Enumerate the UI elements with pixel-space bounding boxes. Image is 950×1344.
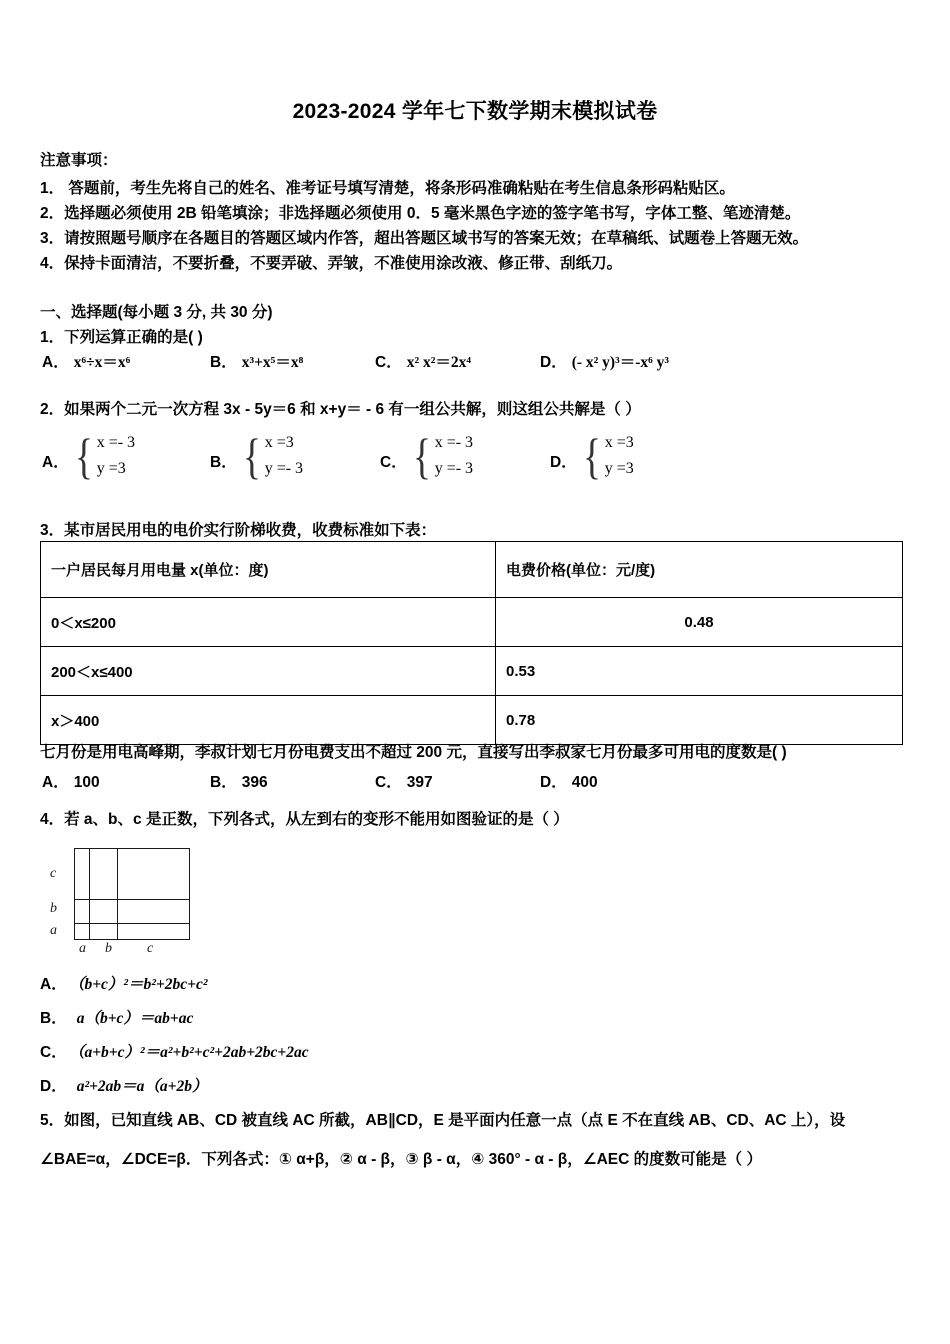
option-a[interactable] (42, 770, 100, 792)
option-text: (- x² y)³＝-x⁶ y³ (571, 354, 670, 371)
option-b[interactable] (210, 770, 268, 792)
row-label-b: b (50, 901, 57, 916)
question-5-stem-line-1: 5．如图，已知直线 AB、CD 被直线 AC 所截，AB∥CD，E 是平面内任意一点（点 E 不在直线 AB、CD、AC 上），设 (40, 1112, 846, 1129)
usage-range: 0＜x≤200 (41, 598, 496, 647)
option-label: A． (42, 454, 69, 471)
table-header-row (41, 542, 903, 598)
option-text: a（b+c）＝ab+ac (76, 1010, 194, 1027)
notice-heading: 注意事项： (40, 152, 118, 169)
question-1-stem: 1．下列运算正确的是( ) (40, 329, 203, 346)
option-label: C． (380, 454, 407, 471)
grid-hline-c (75, 899, 189, 900)
option-text: x² x²＝2x⁴ (406, 354, 472, 371)
option-label: D． (540, 354, 567, 371)
table-row (41, 598, 903, 647)
option-label: D． (540, 774, 567, 791)
option-text: x⁶÷x＝x⁶ (73, 354, 131, 371)
option-line-2: y =3 (604, 460, 634, 477)
option-text: a²+2ab＝a（a+2b） (76, 1078, 208, 1095)
option-label: A． (42, 354, 69, 371)
option-a[interactable] (42, 350, 130, 372)
col-label-b: b (105, 941, 112, 956)
option-line-1: x =3 (604, 434, 634, 451)
notice-item: 2．选择题必须使用 2B 铅笔填涂；非选择题必须使用 0．5 毫米黑色字迹的签字笔书写，字体工整、笔迹清楚。 (40, 205, 801, 222)
option-text: 397 (406, 774, 433, 791)
grid-vline-b (117, 849, 118, 939)
option-b[interactable] (210, 350, 303, 372)
option-text: 396 (241, 774, 268, 791)
price-value: 0.53 (496, 647, 903, 696)
option-label: C． (40, 1044, 67, 1061)
notice-item: 3．请按照题号顺序在各题目的答题区域内作答，超出答题区域书写的答案无效；在草稿纸、试题卷上答题无效。 (40, 230, 809, 247)
notice-section (40, 148, 920, 276)
row-label-a: a (50, 923, 57, 938)
price-value: 0.78 (496, 696, 903, 745)
option-label: C． (375, 354, 402, 371)
grid-hline-b (75, 923, 189, 924)
question-1-options (40, 350, 920, 374)
brace-icon: { (412, 428, 431, 484)
option-text: 400 (571, 774, 598, 791)
question-3-tail: 七月份是用电高峰期，李叔计划七月份电费支出不超过 200 元，直接写出李叔家七月份最多可用电的度数是( ) (40, 744, 787, 761)
row-label-c: c (50, 866, 57, 881)
question-2-stem: 2．如果两个二元一次方程 3x - 5y＝6 和 x+y＝ - 6 有一组公共解，则这组公共解是（ ） (40, 401, 641, 418)
option-d[interactable] (540, 350, 669, 372)
option-label: D． (40, 1078, 67, 1095)
option-line-2: y =- 3 (434, 460, 474, 477)
question-2-options (40, 424, 920, 488)
question-3-options (40, 770, 920, 794)
option-line-1: x =- 3 (434, 434, 474, 451)
option-b[interactable] (40, 1006, 193, 1028)
option-text: 100 (73, 774, 100, 791)
option-label: B． (210, 454, 237, 471)
notice-item: 1． 答题前，考生先将自己的姓名、准考证号填写清楚，将条形码准确粘贴在考生信息条形码粘贴区。 (40, 180, 735, 197)
price-value: 0.48 (496, 598, 903, 647)
option-label: C． (375, 774, 402, 791)
option-line-2: y =3 (96, 460, 126, 477)
question-5-stem-line-2: ∠BAE=α，∠DCE=β．下列各式：① α+β，② α - β，③ β - α，④ 360° - α - β，∠AEC 的度数可能是（ ） (40, 1151, 762, 1168)
table-header-usage: 一户居民每月用电量 x(单位：度) (41, 542, 496, 598)
table-header-price: 电费价格(单位：元/度) (496, 542, 903, 598)
usage-range: x＞400 (41, 696, 496, 745)
option-text: x³+x⁵＝x⁸ (241, 354, 304, 371)
col-label-c: c (147, 941, 154, 956)
option-text: （b+c）²＝b²+2bc+c² (76, 976, 208, 993)
option-line-2: y =- 3 (264, 460, 304, 477)
col-label-a: a (79, 941, 86, 956)
usage-range: 200＜x≤400 (41, 647, 496, 696)
brace-icon: { (582, 428, 601, 484)
area-model-grid (74, 848, 190, 940)
question-3-stem: 3．某市居民用电的电价实行阶梯收费，收费标准如下表： (40, 522, 437, 539)
option-c[interactable] (40, 1040, 309, 1062)
option-text: （a+b+c）²＝a²+b²+c²+2ab+2bc+2ac (76, 1044, 309, 1061)
table-row (41, 696, 903, 745)
option-c[interactable] (375, 770, 433, 792)
brace-icon: { (74, 428, 93, 484)
option-d[interactable] (550, 424, 634, 488)
grid-vline-a (89, 849, 90, 939)
option-label: D． (550, 454, 577, 471)
option-d[interactable] (540, 770, 598, 792)
notice-item: 4．保持卡面清洁，不要折叠，不要弄破、弄皱，不准使用涂改液、修正带、刮纸刀。 (40, 255, 623, 272)
option-line-1: x =3 (264, 434, 294, 451)
option-a[interactable] (42, 424, 135, 488)
brace-icon: { (242, 428, 261, 484)
electricity-price-table (40, 541, 903, 745)
option-line-1: x =- 3 (96, 434, 136, 451)
question-4-figure (42, 848, 202, 960)
option-label: B． (210, 354, 237, 371)
option-c[interactable] (380, 424, 473, 488)
option-a[interactable] (40, 972, 208, 994)
option-c[interactable] (375, 350, 471, 372)
option-b[interactable] (210, 424, 303, 488)
option-label: A． (40, 976, 67, 993)
option-d[interactable] (40, 1074, 208, 1096)
option-label: A． (42, 774, 69, 791)
option-label: B． (40, 1010, 67, 1027)
option-label: B． (210, 774, 237, 791)
page-title: 2023-2024 学年七下数学期末模拟试卷 (292, 100, 658, 123)
table-row (41, 647, 903, 696)
question-4-stem: 4．若 a、b、c 是正数，下列各式，从左到右的变形不能用如图验证的是（ ） (40, 811, 569, 828)
section-heading: 一、选择题(每小题 3 分, 共 30 分) (40, 304, 273, 321)
